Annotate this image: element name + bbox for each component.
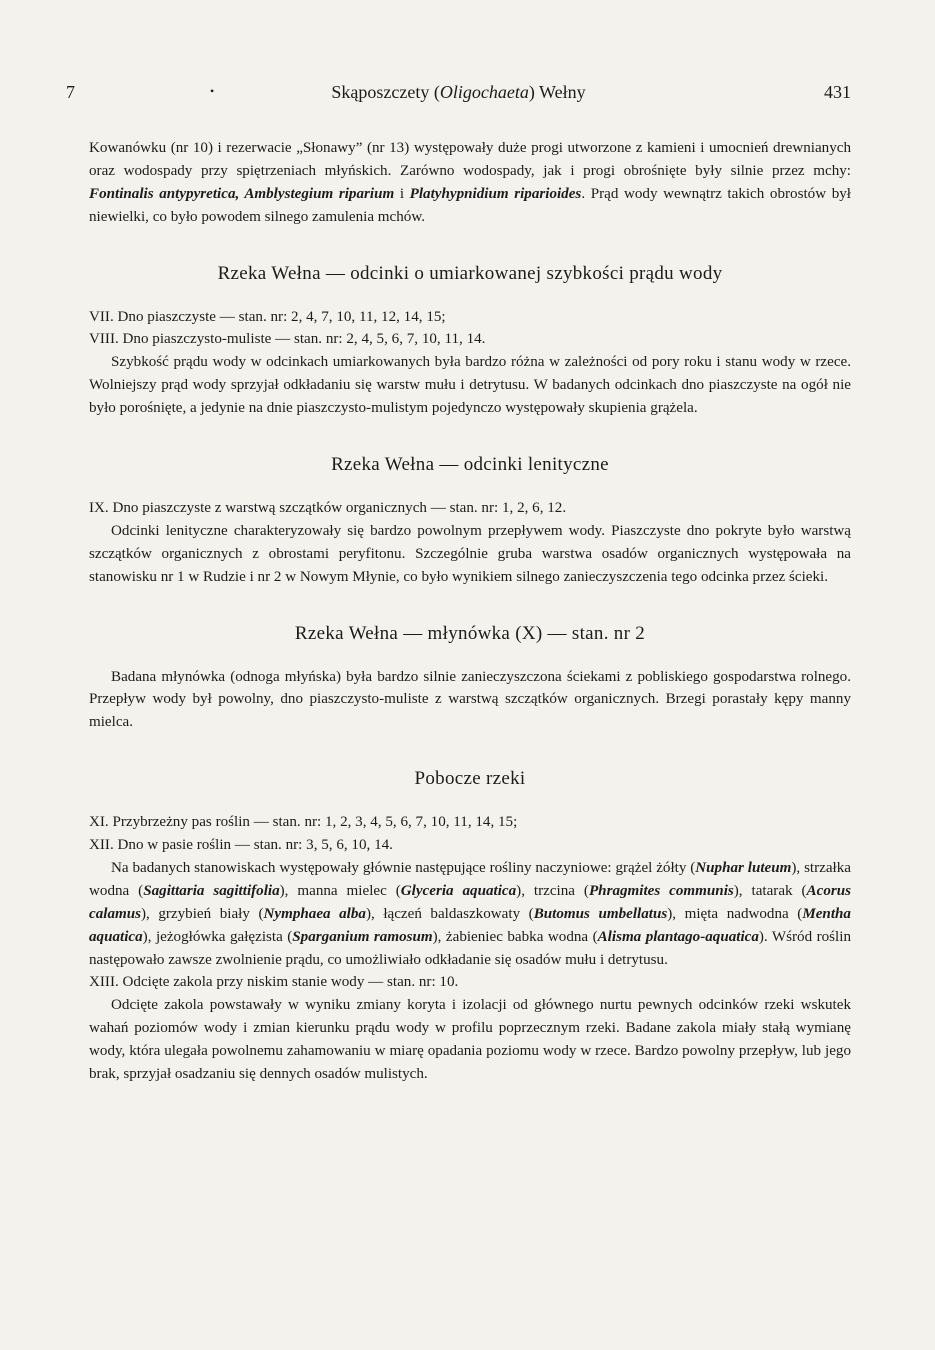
species-name: Glyceria aquatica [400,882,517,899]
species-name: Nymphaea alba [263,905,366,922]
site-list-viii: VIII. Dno piaszczysto-muliste — stan. nr: 2, 4, 5, 6, 7, 10, 11, 14. [89,331,486,348]
site-list-xiii: XIII. Odcięte zakola przy niskim stanie wody — stan. nr: 10. [89,974,459,991]
species-name: Nuphar luteum [695,859,792,876]
site-list-ix: IX. Dno piaszczyste z warstwą szczątków organicznych — stan. nr: 1, 2, 6, 12. [89,499,567,516]
paragraph-plants [89,857,851,972]
text-run: ), mięta nadwodna ( [667,905,803,922]
text-run: ). Wśród roślin następowało zawsze zwolnienie prądu, co umożliwiało odkładanie się osadów mułu i detrytusu. [89,928,851,968]
page-number: 431 [824,82,851,102]
text-run: ), łączeń baldaszkowaty ( [365,905,534,922]
species-name: Sagittaria sagittifolia [143,882,280,899]
paragraph-continued [89,137,851,229]
site-list-vii: VII. Dno piaszczyste — stan. nr: 2, 4, 7, 10, 11, 12, 14, 15; [89,308,446,325]
text-run: . Prąd wody wewnątrz takich obrostów był niewielki, co było powodem silnego zamulenia mchów. [89,185,852,225]
paragraph-oxbows: Odcięte zakola powstawały w wyniku zmiany koryta i izolacji od głównego nurtu pewnych odcinków rzeki wskutek wahań poziomów wody i zmian kierunku prądu wody w profilu poprzecznym rzeki. Badane zakola miały stałą wymianę wody, która ulegała powolnemu zahamowaniu w miarę opadania poziomu wody w rzece. Bardzo powolny przepływ, lub jego brak, sprzyjał osadzaniu się dennych osadów mulistych. [89,997,851,1083]
text-run: ), manna mielec ( [279,882,401,899]
running-title [66,82,851,103]
text-run: Kowanówku (nr 10) i rezerwacie „Słonawy” (nr 13) występowały duże progi utworzone z kamieni i umocnień drewnianych oraz wodospady przy spiętrzeniach młyńskich. Zarówno wodospady, jak i progi obrośnięte były silnie przez mchy: [89,140,851,179]
running-title-post: ) Wełny [528,82,586,102]
text-run: ), jeżogłówka gałęzista ( [142,928,293,945]
header-dot-mark: • [210,84,215,98]
text-run: i [394,185,410,202]
text-run: ), tatarak ( [733,882,807,899]
text-run: ), strzałka wodna ( [89,859,851,899]
site-list-xii: XII. Dno w pasie roślin — stan. nr: 3, 5, 6, 10, 14. [89,837,393,854]
species-name: Sparganium ramosum [292,928,433,945]
page-content [89,137,851,1086]
species-name: Mentha aquatica [89,905,851,945]
species-name: Fontinalis antypyretica, Amblystegium riparium [89,185,395,202]
text-run: ), grzybień biały ( [141,905,264,922]
paragraph-lenitic: Odcinki lenityczne charakteryzowały się bardzo powolnym przepływem wody. Piaszczyste dno pokryte było warstwą szczątków organicznych z obrostami peryfitonu. Szczególnie gruba warstwa osadów organicznych występowała na stanowisku nr 1 w Rudzie i nr 2 w Nowym Młynie, co było wynikiem silnego zanieczyszczenia tego odcinka przez ścieki. [89,522,851,585]
species-name: Butomus umbellatus [533,905,668,922]
paragraph-moderate: Szybkość prądu wody w odcinkach umiarkowanych była bardzo różna w zależności od pory roku i stanu wody w rzece. Wolniejszy prąd wody sprzyjał odkładaniu się warstw mułu i detrytusu. W badanych odcinkach dno piaszczyste na ogół nie było porośnięte, a jedynie na dnie piaszczysto-mulistym pojedynczo występowały skupienia grążela. [89,354,851,417]
section-heading-moderate: Rzeka Wełna — odcinki o umiarkowanej szybkości prądu wody [217,262,723,284]
page-number-left: 7 [66,82,75,102]
species-name: Phragmites communis [588,882,734,899]
species-name: Platyhypnidium riparioides [409,185,582,202]
species-name: Acorus calamus [89,882,852,922]
site-list-xi: XI. Przybrzeżny pas roślin — stan. nr: 1, 2, 3, 4, 5, 6, 7, 10, 11, 14, 15; [89,814,518,831]
text-run: ), żabieniec babka wodna ( [432,928,598,945]
text-run: ), trzcina ( [516,882,589,899]
paragraph-millrace: Badana młynówka (odnoga młyńska) była bardzo silnie zanieczyszczona ściekami z pobliskiego gospodarstwa rolnego. Przepływ wody był powolny, dno piaszczysto-muliste z warstwą szczątków organicznych. Brzegi porastały kępy manny mielca. [89,668,851,731]
text-run: Na badanych stanowiskach występowały głównie następujące rośliny naczyniowe: grążel żółty ( [111,859,696,876]
section-heading-riverbank: Pobocze rzeki [414,768,526,790]
section-heading-millrace: Rzeka Wełna — młynówka (X) — stan. nr 2 [294,622,646,644]
section-heading-lenitic: Rzeka Wełna — odcinki lenityczne [331,454,609,476]
running-title-pre: Skąposzczety ( [331,82,440,102]
species-name: Alisma plantago-aquatica [597,928,759,945]
running-title-italic: Oligochaeta [439,82,529,102]
